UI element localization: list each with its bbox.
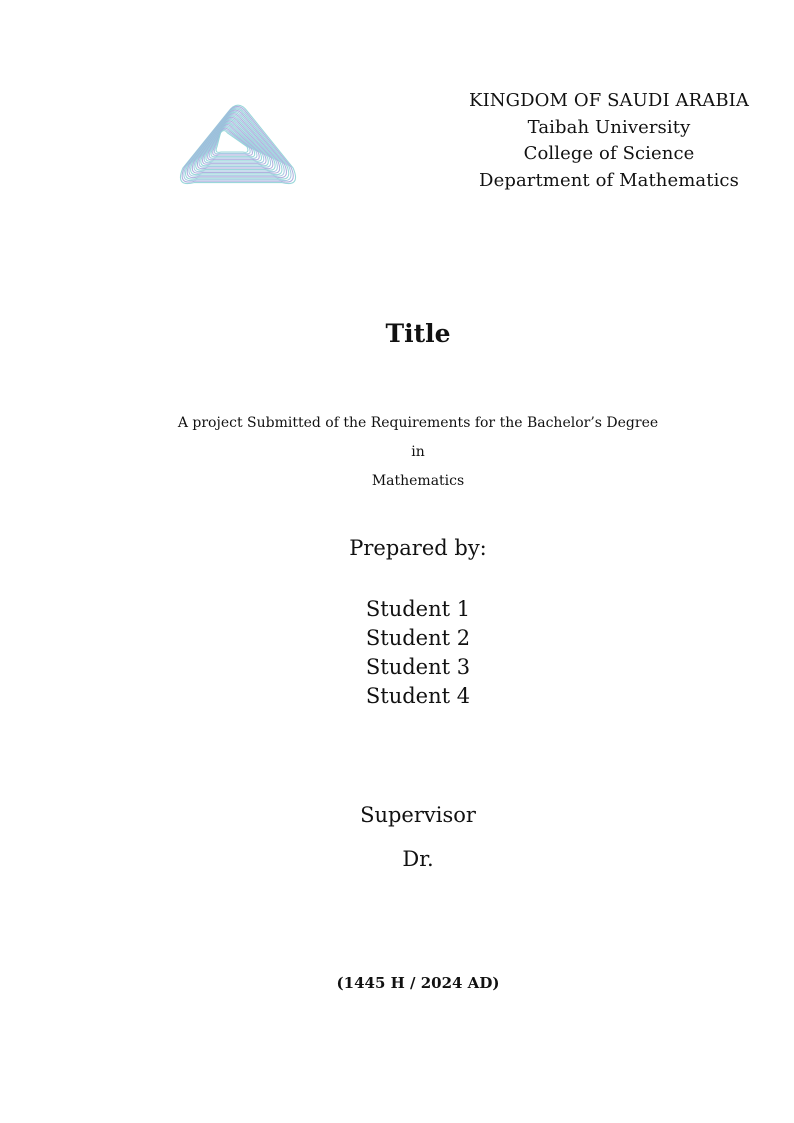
student-name: Student 4 (365, 684, 471, 708)
student-name: Student 2 (365, 626, 471, 650)
university-name: Taibah University (527, 116, 691, 138)
document-title: Title (385, 319, 451, 348)
university-logo-icon (170, 92, 306, 196)
student-name: Student 3 (365, 655, 471, 679)
project-description-line-2: Mathematics (371, 473, 465, 489)
project-description (170, 409, 666, 496)
supervisor-name: Dr. (402, 847, 434, 871)
student-name: Student 1 (365, 597, 471, 621)
institution-header (455, 88, 763, 194)
submission-date: (1445 H / 2024 AD) (336, 974, 500, 992)
student-list (0, 595, 794, 711)
country-name: KINGDOM OF SAUDI ARABIA (469, 90, 749, 111)
college-name: College of Science (523, 143, 695, 164)
prepared-by-label: Prepared by: (349, 536, 487, 560)
department-name: Department of Mathematics (479, 169, 739, 191)
supervisor-label: Supervisor (360, 803, 476, 827)
project-description-line-1: A project Submitted of the Requirements for the Bachelor’s Degree in (177, 415, 659, 460)
